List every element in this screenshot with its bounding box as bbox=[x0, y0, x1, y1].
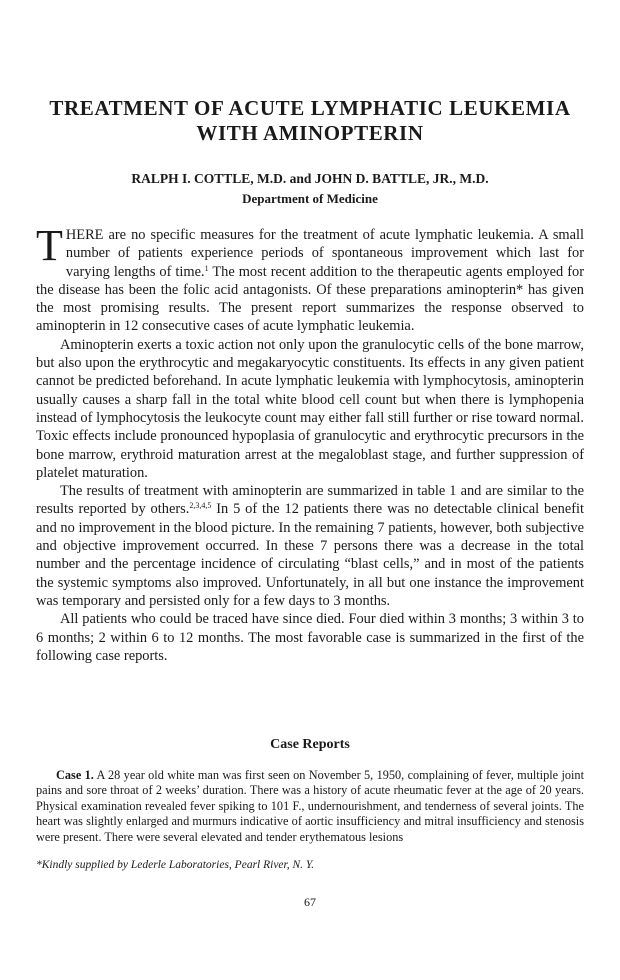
department-line: Department of Medicine bbox=[242, 191, 378, 206]
case-1-paragraph bbox=[36, 768, 584, 845]
footnote: *Kindly supplied by Lederle Laboratories, Pearl River, N. Y. bbox=[36, 859, 315, 871]
paragraph-2: Aminopterin exerts a toxic action not only upon the granulocytic cells of the bone marrow, but also upon the erythrocytic and megakaryocytic constituents. Its effects in any given patient cannot be predicted beforehand. In acute lymphatic leukemia with lymphocytosis, aminopterin usually causes a sharp fall in the total white blood cell count but when there is lymphopenia instead of lymphocytosis the leukocyte count may either fall still further or rise toward normal. Toxic effects include pronounced hypoplasia of granulocytic and erythrocytic precursors in the bone marrow, erythroid maturation arrest at the megaloblast stage, and further suppression of platelet maturation. bbox=[36, 336, 584, 481]
article-body bbox=[36, 221, 585, 665]
author-line: RALPH I. COTTLE, M.D. and JOHN D. BATTLE, JR., M.D. bbox=[131, 171, 489, 186]
title-line-1: TREATMENT OF ACUTE LYMPHATIC LEUKEMIA bbox=[49, 96, 571, 120]
paragraph-1-text-a: HERE are no specific measures for the treatment of acute lymphatic leukemia. A small number of patients experience periods of spontaneous improvement which last for varying lengths of time. bbox=[65, 227, 584, 280]
paragraph-4: All patients who could be traced have since died. Four died within 3 months; 3 within 3 to 6 months; 2 within 6 to 12 months. The most favorable case is summarized in the first of the following case reports. bbox=[36, 611, 584, 664]
page-number: 67 bbox=[304, 895, 316, 909]
paragraph-3-text-a: The results of treatment with aminopterin are summarized in table 1 and are similar to the results reported by others. bbox=[36, 483, 584, 518]
case-1-text: A 28 year old white man was first seen on November 5, 1950, complaining of fever, multiple joint pains and sore throat of 2 weeks’ duration. There was a history of acute rheumatic fever at the age of 20 years. Physical examination revealed fever spiking to 101 F., undernourishment, and tenderness of several joints. The heart was slightly enlarged and murmurs indicative of aortic insufficiency and mitral insufficiency and stenosis were present. There were several elevated and tender erythematous lesions bbox=[36, 768, 584, 844]
reference-1: 1 bbox=[204, 263, 209, 273]
reference-2-5: 2,3,4,5 bbox=[189, 501, 212, 511]
paragraph-1 bbox=[36, 221, 585, 336]
paragraph-3 bbox=[36, 482, 584, 610]
case-reports-heading: Case Reports bbox=[270, 737, 350, 752]
paragraph-1-text-b: The most recent addition to the therapeutic agents employed for the disease has been the folic acid antagonists. Of these preparations aminopterin* has given the most promising results. The present report summarizes the response observed to aminopterin in 12 consecutive cases of acute lymphatic leukemia. bbox=[36, 263, 585, 335]
case-1-label: Case 1. bbox=[56, 768, 94, 782]
title-line-2: WITH AMINOPTERIN bbox=[196, 121, 424, 145]
article-title bbox=[40, 96, 580, 146]
drop-cap: T bbox=[36, 221, 63, 270]
paragraph-3-text-b: In 5 of the 12 patients there was no detectable clinical benefit and no improvement in the blood picture. In the remaining 7 patients, however, both subjective and objective improvement occurred. In these 7 persons there was a decrease in the total number and the percentage incidence of circulating “blast cells,” and in most of the patients the systemic symptoms also improved. Unfortunately, in all but one instance the improvement was temporary and persisted only for a few days to 3 months. bbox=[36, 501, 584, 609]
